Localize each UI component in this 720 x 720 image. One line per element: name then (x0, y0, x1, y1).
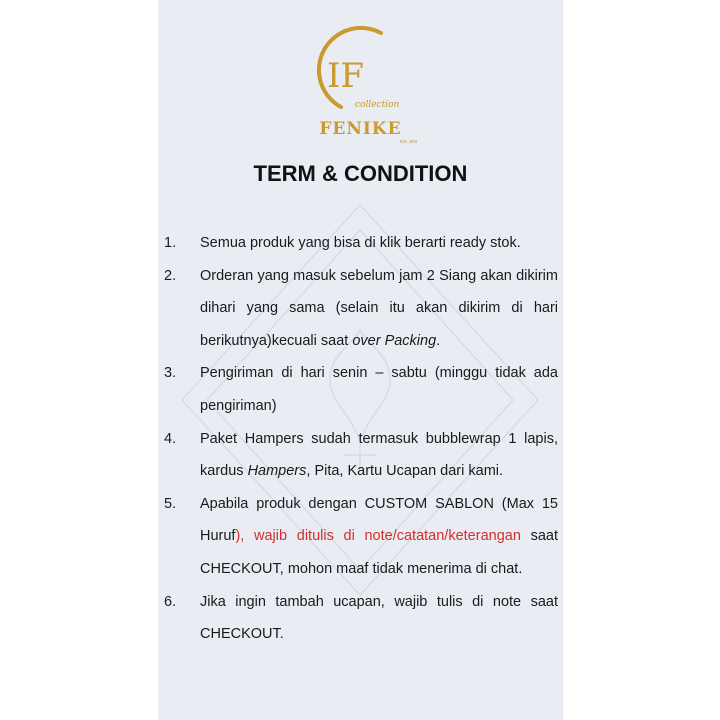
term-text-segment: saat CHECKOUT, mohon maaf tidak menerima di chat. (200, 528, 558, 577)
term-item (158, 260, 563, 358)
terms-card (158, 0, 563, 720)
term-text-segment: ), wajib ditulis di note/catatan/keterangan (235, 528, 521, 545)
brand-name: FENIKE (319, 119, 402, 139)
term-text (200, 227, 558, 260)
term-text (200, 423, 558, 488)
term-number: 5. (164, 495, 177, 512)
term-text (200, 586, 558, 651)
term-text-segment: over Packing (352, 332, 437, 349)
term-item (158, 586, 563, 651)
term-text-segment: Paket Hampers sudah termasuk bubblewrap 1 lapis, kardus (200, 430, 558, 480)
term-text (200, 357, 558, 422)
term-number: 3. (164, 365, 177, 382)
term-item (158, 357, 563, 422)
term-text-segment: Semua produk yang bisa di klik berarti ready stok. (200, 235, 521, 251)
page-title: TERM & CONDITION (253, 161, 468, 186)
term-item (158, 227, 563, 260)
term-text-segment: Orderan yang masuk sebelum jam 2 Siang akan dikirim dihari yang sama (selain itu akan dikirim di hari berikutnya)kecuali saat (200, 267, 558, 349)
term-text-segment: , Pita, Kartu Ucapan dari kami. (306, 463, 504, 480)
term-text (200, 260, 558, 358)
term-number: 1. (164, 235, 177, 251)
svg-text:IF: IF (327, 56, 365, 96)
term-item (158, 488, 563, 586)
term-number: 6. (164, 593, 177, 610)
term-text (200, 488, 558, 586)
term-text-segment: Jika ingin tambah ucapan, wajib tulis di note saat CHECKOUT. (200, 593, 558, 643)
term-number: 4. (164, 430, 177, 447)
term-text-segment: Apabila produk dengan CUSTOM SABLON (Max 15 Huruf (200, 495, 558, 545)
term-item (158, 423, 563, 488)
svg-text:collection: collection (355, 100, 400, 110)
terms-list (158, 227, 563, 651)
brand-est: EST. 2018 (400, 139, 417, 144)
term-number: 2. (164, 267, 177, 284)
term-text-segment: . (436, 332, 441, 349)
term-text-segment: Hampers (247, 463, 307, 480)
term-text-segment: Pengiriman di hari senin – sabtu (minggu tidak ada pengiriman) (200, 365, 558, 414)
